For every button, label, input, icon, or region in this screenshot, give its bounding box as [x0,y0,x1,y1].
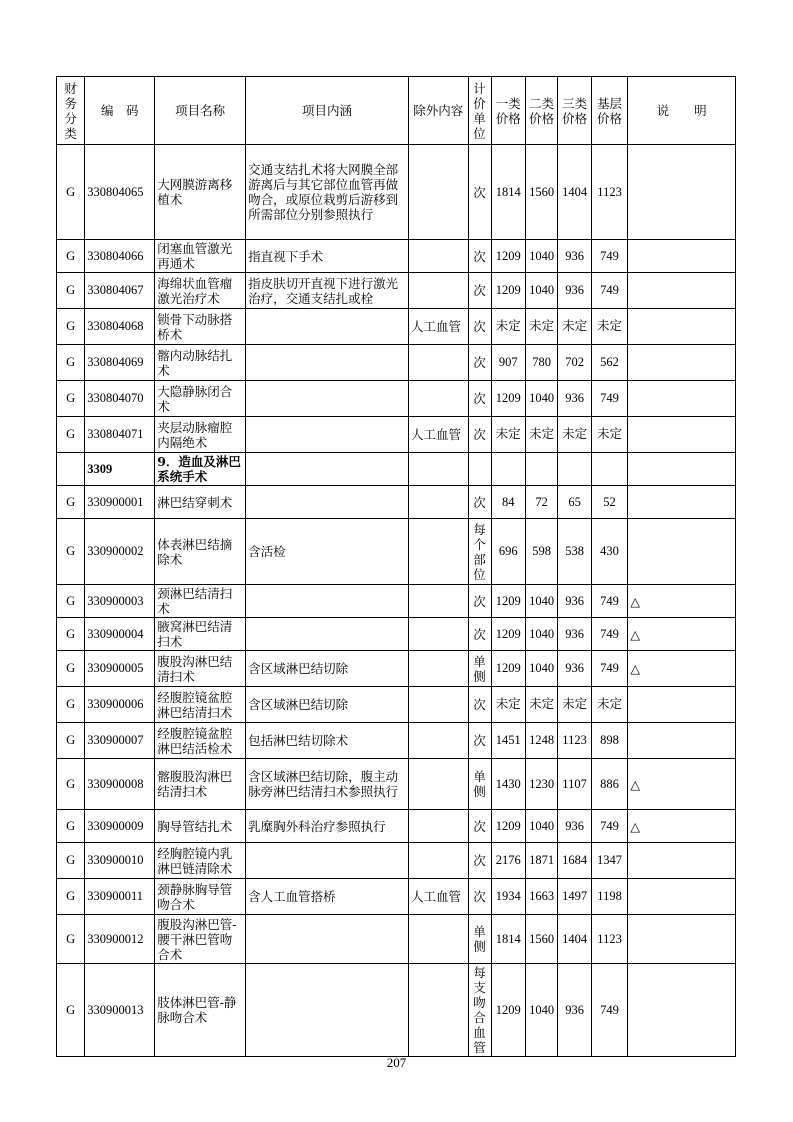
category-cell: G [57,759,85,810]
code-cell: 330900011 [85,879,155,915]
table-row [57,145,736,240]
unit-cell: 次 [468,240,491,273]
grassroots-price-cell: 749 [591,810,628,843]
category-cell: G [57,309,85,345]
grassroots-price-cell: 1123 [591,915,628,964]
note-cell [628,843,736,879]
header-exclusion [409,77,469,145]
price-1-cell: 1209 [491,273,525,309]
exclusion-cell [409,810,469,843]
grassroots-price-cell: 1198 [591,879,628,915]
table-row [57,417,736,453]
price-1-cell: 907 [491,345,525,381]
category-cell: G [57,519,85,585]
price-3-cell: 1497 [558,879,591,915]
header-content-text: 项目内涵 [302,103,353,118]
price-1-cell: 1814 [491,915,525,964]
price-1-cell: 84 [491,486,525,519]
code-cell: 330900013 [85,964,155,1057]
exclusion-cell [409,273,469,309]
table-header-row [57,77,736,145]
price-3-cell: 936 [558,381,591,417]
price-3-cell: 未定 [558,687,591,723]
content-cell: 含活检 [246,519,409,585]
category-cell: G [57,345,85,381]
header-price-3-text: 三类 价格 [562,95,588,126]
item-name-cell: 海绵状血管瘤激光治疗术 [155,273,246,309]
header-price-1-text: 一类 价格 [495,95,521,126]
price-3-cell: 936 [558,651,591,687]
item-name-cell: 9．造血及淋巴系统手术 [155,453,246,486]
item-name-cell: 锁骨下动脉搭桥术 [155,309,246,345]
content-cell: 指皮肤切开直视下进行激光治疗，交通支结扎或栓 [246,273,409,309]
price-3-cell: 1404 [558,145,591,240]
code-cell: 330900008 [85,759,155,810]
note-cell [628,915,736,964]
category-cell [57,453,85,486]
item-name-cell: 体表淋巴结摘除术 [155,519,246,585]
item-name-cell: 颈淋巴结清扫术 [155,585,246,618]
code-cell: 330900004 [85,618,155,651]
code-cell: 330804066 [85,240,155,273]
exclusion-cell [409,618,469,651]
grassroots-price-cell: 52 [591,486,628,519]
header-price-2 [525,77,557,145]
price-2-cell: 未定 [525,417,557,453]
table-row [57,723,736,759]
item-name-cell: 夹层动脉瘤腔内隔绝术 [155,417,246,453]
category-cell: G [57,651,85,687]
item-name-cell: 颈静脉胸导管吻合术 [155,879,246,915]
exclusion-cell [409,585,469,618]
price-3-cell: 1684 [558,843,591,879]
content-cell: 含区域淋巴结切除 [246,651,409,687]
header-price-1 [491,77,525,145]
price-3-cell: 1123 [558,723,591,759]
code-cell: 330804070 [85,381,155,417]
note-cell: △ [628,585,736,618]
header-grassroots-price-text: 基层 价格 [597,95,623,126]
code-cell: 330900006 [85,687,155,723]
content-cell [246,453,409,486]
grassroots-price-cell: 886 [591,759,628,810]
category-cell: G [57,810,85,843]
price-2-cell: 1040 [525,964,557,1057]
grassroots-price-cell: 562 [591,345,628,381]
price-2-cell: 1040 [525,618,557,651]
grassroots-price-cell: 749 [591,273,628,309]
header-category-text: 财 务 分 类 [64,80,77,141]
price-3-cell: 936 [558,273,591,309]
header-content [246,77,409,145]
exclusion-cell [409,240,469,273]
exclusion-cell: 人工血管 [409,879,469,915]
unit-cell: 次 [468,145,491,240]
content-cell: 乳糜胸外科治疗参照执行 [246,810,409,843]
table-row [57,345,736,381]
table-row [57,618,736,651]
category-cell: G [57,915,85,964]
price-2-cell: 1871 [525,843,557,879]
grassroots-price-cell: 749 [591,240,628,273]
header-code-text: 编 码 [100,103,139,118]
unit-cell: 次 [468,273,491,309]
price-3-cell: 936 [558,618,591,651]
price-1-cell: 696 [491,519,525,585]
price-3-cell: 936 [558,240,591,273]
code-cell: 3309 [85,453,155,486]
grassroots-price-cell: 1347 [591,843,628,879]
exclusion-cell [409,723,469,759]
content-cell: 含区域淋巴结切除，腹主动脉旁淋巴结清扫术参照执行 [246,759,409,810]
unit-cell: 次 [468,810,491,843]
grassroots-price-cell: 未定 [591,687,628,723]
price-1-cell: 1209 [491,810,525,843]
price-1-cell: 未定 [491,687,525,723]
code-cell: 330900005 [85,651,155,687]
price-2-cell: 1040 [525,651,557,687]
unit-cell: 次 [468,687,491,723]
note-cell: △ [628,618,736,651]
header-exclusion-text: 除外内容 [413,103,464,118]
price-2-cell [525,453,557,486]
note-cell [628,723,736,759]
content-cell: 含人工血管搭桥 [246,879,409,915]
price-3-cell: 1107 [558,759,591,810]
table-row [57,915,736,964]
exclusion-cell [409,651,469,687]
exclusion-cell [409,345,469,381]
category-cell: G [57,585,85,618]
exclusion-cell [409,381,469,417]
exclusion-cell [409,453,469,486]
item-name-cell: 髂内动脉结扎术 [155,345,246,381]
item-name-cell: 腹股沟淋巴结清扫术 [155,651,246,687]
header-price-3 [558,77,591,145]
content-cell [246,309,409,345]
table-row [57,810,736,843]
category-cell: G [57,417,85,453]
price-2-cell: 1560 [525,915,557,964]
note-cell [628,381,736,417]
price-2-cell: 1040 [525,240,557,273]
price-3-cell: 936 [558,810,591,843]
table-row [57,381,736,417]
category-cell: G [57,145,85,240]
price-1-cell: 2176 [491,843,525,879]
grassroots-price-cell: 未定 [591,417,628,453]
price-2-cell: 598 [525,519,557,585]
code-cell: 330804067 [85,273,155,309]
category-cell: G [57,843,85,879]
exclusion-cell [409,843,469,879]
note-cell: △ [628,810,736,843]
note-cell [628,309,736,345]
unit-cell: 次 [468,585,491,618]
price-2-cell: 72 [525,486,557,519]
note-cell [628,879,736,915]
price-3-cell: 未定 [558,417,591,453]
price-1-cell: 1814 [491,145,525,240]
price-2-cell: 1040 [525,810,557,843]
unit-cell: 次 [468,879,491,915]
price-3-cell: 65 [558,486,591,519]
code-cell: 330804069 [85,345,155,381]
note-cell [628,345,736,381]
item-name-cell: 胸导管结扎术 [155,810,246,843]
price-3-cell: 未定 [558,309,591,345]
unit-cell: 单 侧 [468,759,491,810]
header-unit-text: 计 价 单 位 [473,80,486,141]
content-cell: 包括淋巴结切除术 [246,723,409,759]
content-cell [246,618,409,651]
grassroots-price-cell: 898 [591,723,628,759]
item-name-cell: 肢体淋巴管-静脉吻合术 [155,964,246,1057]
unit-cell: 单 侧 [468,651,491,687]
grassroots-price-cell: 1123 [591,145,628,240]
exclusion-cell [409,519,469,585]
exclusion-cell: 人工血管 [409,417,469,453]
content-cell [246,843,409,879]
header-code [85,77,155,145]
table-row [57,651,736,687]
code-cell: 330900002 [85,519,155,585]
table-row [57,486,736,519]
exclusion-cell [409,687,469,723]
price-2-cell: 1230 [525,759,557,810]
content-cell: 交通支结扎术将大网膜全部游离后与其它部位血管再做吻合，或原位栽剪后游移到所需部位分别参照执行 [246,145,409,240]
price-3-cell [558,453,591,486]
code-cell: 330900010 [85,843,155,879]
table-row [57,964,736,1057]
price-1-cell: 1209 [491,585,525,618]
price-1-cell: 1209 [491,381,525,417]
note-cell [628,453,736,486]
category-cell: G [57,486,85,519]
content-cell [246,964,409,1057]
header-unit [468,77,491,145]
category-cell: G [57,879,85,915]
exclusion-cell [409,486,469,519]
content-cell [246,381,409,417]
item-name-cell: 经腹腔镜盆腔淋巴结清扫术 [155,687,246,723]
section-row [57,453,736,486]
price-1-cell [491,453,525,486]
header-category [57,77,85,145]
note-cell [628,519,736,585]
price-2-cell: 780 [525,345,557,381]
code-cell: 330900003 [85,585,155,618]
price-3-cell: 702 [558,345,591,381]
exclusion-cell [409,759,469,810]
unit-cell: 次 [468,309,491,345]
price-2-cell: 1040 [525,381,557,417]
table-row [57,240,736,273]
table-row [57,879,736,915]
grassroots-price-cell: 430 [591,519,628,585]
item-name-cell: 腋窝淋巴结清扫术 [155,618,246,651]
unit-cell: 次 [468,417,491,453]
note-cell [628,273,736,309]
table-row [57,585,736,618]
content-cell [246,585,409,618]
code-cell: 330900009 [85,810,155,843]
unit-cell: 次 [468,618,491,651]
price-1-cell: 1451 [491,723,525,759]
grassroots-price-cell: 749 [591,381,628,417]
code-cell: 330900012 [85,915,155,964]
content-cell [246,417,409,453]
price-3-cell: 936 [558,964,591,1057]
price-2-cell: 1663 [525,879,557,915]
item-name-cell: 淋巴结穿刺术 [155,486,246,519]
table-row [57,759,736,810]
table-row [57,687,736,723]
note-cell: △ [628,651,736,687]
price-3-cell: 1404 [558,915,591,964]
category-cell: G [57,273,85,309]
exclusion-cell [409,915,469,964]
note-cell: △ [628,759,736,810]
item-name-cell: 经胸腔镜内乳淋巴链清除术 [155,843,246,879]
unit-cell: 每 支 吻 合 血 管 [468,964,491,1057]
price-2-cell: 1040 [525,585,557,618]
price-table [56,76,736,1057]
exclusion-cell: 人工血管 [409,309,469,345]
price-1-cell: 1430 [491,759,525,810]
table-row [57,843,736,879]
category-cell: G [57,381,85,417]
code-cell: 330900001 [85,486,155,519]
price-3-cell: 936 [558,585,591,618]
item-name-cell: 髂腹股沟淋巴结清扫术 [155,759,246,810]
item-name-cell: 闭塞血管激光再通术 [155,240,246,273]
price-1-cell: 未定 [491,309,525,345]
price-2-cell: 未定 [525,687,557,723]
unit-cell: 单 侧 [468,915,491,964]
grassroots-price-cell: 749 [591,651,628,687]
price-3-cell: 538 [558,519,591,585]
note-cell [628,687,736,723]
header-name-text: 项目名称 [175,103,226,118]
note-cell [628,486,736,519]
content-cell: 指直视下手术 [246,240,409,273]
content-cell [246,915,409,964]
category-cell: G [57,240,85,273]
price-1-cell: 1209 [491,964,525,1057]
unit-cell: 次 [468,381,491,417]
grassroots-price-cell [591,453,628,486]
content-cell [246,486,409,519]
page-number: 207 [386,1055,407,1070]
unit-cell: 次 [468,723,491,759]
code-cell: 330900007 [85,723,155,759]
unit-cell: 每 个 部 位 [468,519,491,585]
header-grassroots-price [591,77,628,145]
price-2-cell: 1560 [525,145,557,240]
unit-cell: 次 [468,345,491,381]
price-1-cell: 未定 [491,417,525,453]
note-cell [628,240,736,273]
price-2-cell: 1248 [525,723,557,759]
price-1-cell: 1209 [491,240,525,273]
table-row [57,519,736,585]
grassroots-price-cell: 749 [591,964,628,1057]
price-1-cell: 1209 [491,651,525,687]
item-name-cell: 腹股沟淋巴管-腰干淋巴管吻合术 [155,915,246,964]
note-cell [628,145,736,240]
table-row [57,309,736,345]
exclusion-cell [409,964,469,1057]
header-note [628,77,736,145]
category-cell: G [57,964,85,1057]
table-row [57,273,736,309]
note-cell [628,964,736,1057]
note-cell [628,417,736,453]
exclusion-cell [409,145,469,240]
item-name-cell: 大网膜游离移植术 [155,145,246,240]
code-cell: 330804065 [85,145,155,240]
unit-cell [468,453,491,486]
header-price-2-text: 二类 价格 [529,95,555,126]
code-cell: 330804068 [85,309,155,345]
item-name-cell: 大隐静脉闭合术 [155,381,246,417]
price-2-cell: 未定 [525,309,557,345]
header-name [155,77,246,145]
grassroots-price-cell: 749 [591,618,628,651]
grassroots-price-cell: 未定 [591,309,628,345]
category-cell: G [57,687,85,723]
price-2-cell: 1040 [525,273,557,309]
grassroots-price-cell: 749 [591,585,628,618]
price-1-cell: 1934 [491,879,525,915]
category-cell: G [57,618,85,651]
price-1-cell: 1209 [491,618,525,651]
category-cell: G [57,723,85,759]
unit-cell: 次 [468,843,491,879]
item-name-cell: 经腹腔镜盆腔淋巴结活检术 [155,723,246,759]
content-cell: 含区域淋巴结切除 [246,687,409,723]
code-cell: 330804071 [85,417,155,453]
header-note-text: 说 明 [656,103,707,118]
content-cell [246,345,409,381]
unit-cell: 次 [468,486,491,519]
